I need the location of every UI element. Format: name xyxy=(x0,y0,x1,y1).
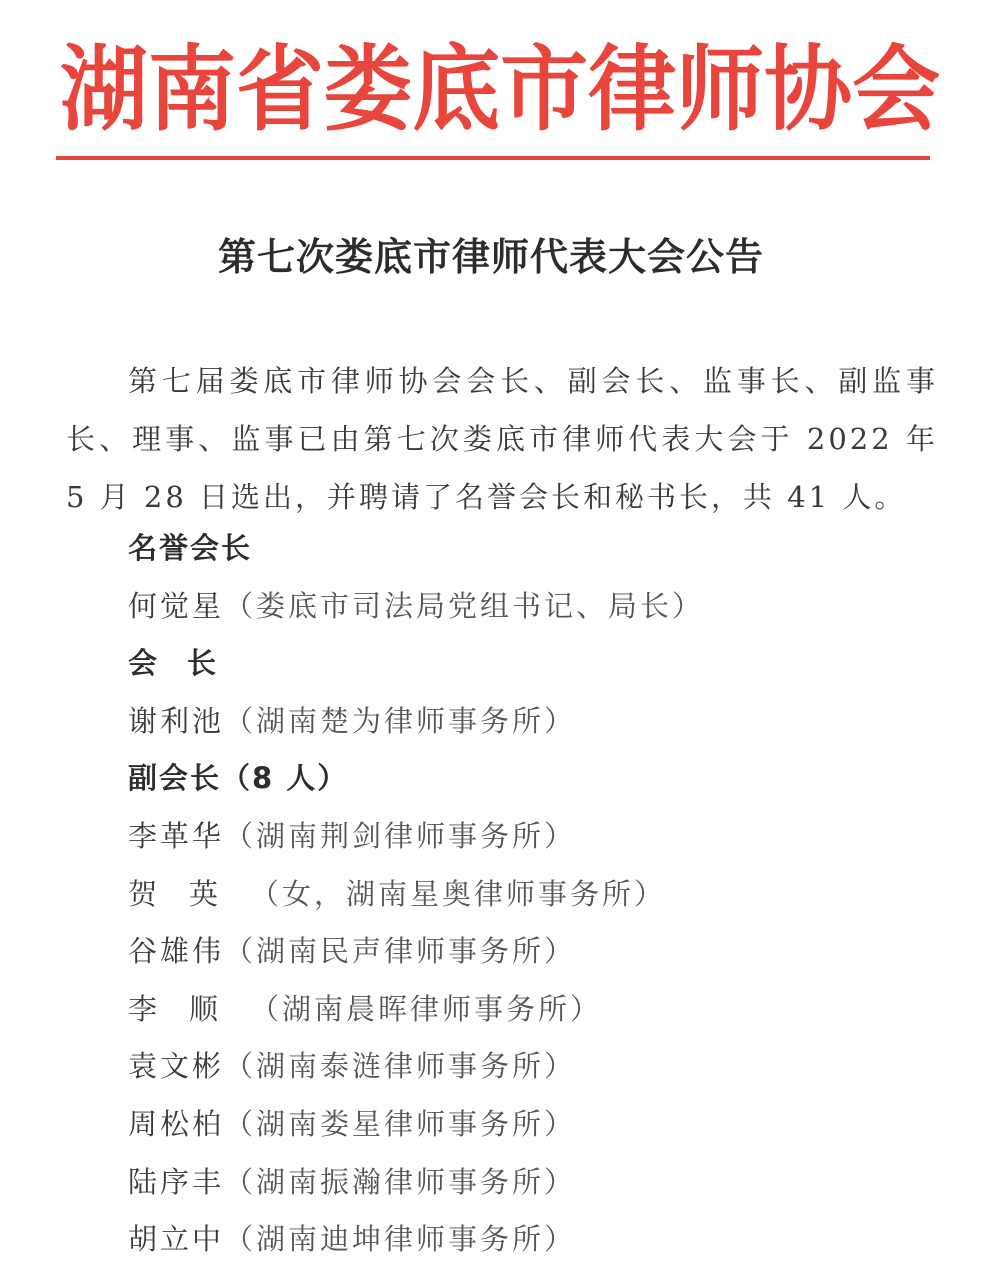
list-item xyxy=(128,1096,948,1154)
letterhead-char-2: 南 xyxy=(148,35,237,144)
letterhead-red-rule xyxy=(56,156,930,160)
member-name: 李革华 xyxy=(128,818,225,853)
letterhead-char-4: 娄 xyxy=(324,35,413,144)
list-item xyxy=(128,866,948,924)
president-heading-char-2: 长 xyxy=(187,646,219,681)
letterhead-char-10: 会 xyxy=(852,35,941,144)
member-detail: （女，湖南星奥律师事务所） xyxy=(250,876,667,911)
member-name: 何觉星 xyxy=(128,588,225,623)
letterhead-char-1: 湖 xyxy=(60,35,149,144)
member-name: 陆序丰 xyxy=(128,1164,225,1199)
list-item xyxy=(128,1038,948,1096)
honorary-president-heading: 名誉会长 xyxy=(128,531,253,565)
list-item xyxy=(128,981,948,1039)
member-name: 袁文彬 xyxy=(128,1049,225,1084)
letterhead-char-8: 师 xyxy=(676,35,765,144)
letterhead-char-6: 市 xyxy=(500,35,589,144)
member-detail: （湖南振瀚律师事务所） xyxy=(224,1164,577,1199)
vice-presidents-heading: 副会长（8 人） xyxy=(128,761,349,796)
member-detail: （娄底市司法局党组书记、局长） xyxy=(224,588,705,623)
list-item xyxy=(128,1154,948,1212)
member-detail: （湖南楚为律师事务所） xyxy=(224,703,577,738)
letterhead-char-9: 协 xyxy=(764,35,853,144)
list-item xyxy=(128,923,948,981)
document-title: 第七次娄底市律师代表大会公告 xyxy=(217,234,764,279)
president-heading-char-1: 会 xyxy=(128,646,188,681)
list-item xyxy=(128,808,948,866)
member-detail: （湖南晨晖律师事务所） xyxy=(250,991,603,1026)
officer-list xyxy=(128,520,948,1267)
member-detail: （湖南泰涟律师事务所） xyxy=(224,1049,577,1084)
announcement-intro-paragraph: 第七届娄底市律师协会会长、副会长、监事长、副监事长、理事、监事已由第七次娄底市律师代表大会于 2022 年 5 月 28 日选出，并聘请了名誉会长和秘书长，共 41 人。 xyxy=(66,364,938,514)
member-name: 谷雄伟 xyxy=(128,934,225,969)
president-heading xyxy=(128,635,948,693)
member-detail: （湖南民声律师事务所） xyxy=(224,934,577,969)
list-item xyxy=(128,693,948,751)
letterhead-org-name xyxy=(60,30,941,150)
member-detail: （湖南娄星律师事务所） xyxy=(224,1106,577,1141)
member-name: 胡立中 xyxy=(128,1222,225,1257)
member-name: 谢利池 xyxy=(128,703,225,738)
list-item xyxy=(128,578,948,636)
member-name: 周松柏 xyxy=(128,1106,225,1141)
letterhead-char-3: 省 xyxy=(236,35,325,144)
list-item xyxy=(128,1211,948,1267)
member-detail: （湖南荆剑律师事务所） xyxy=(224,818,577,853)
member-detail: （湖南迪坤律师事务所） xyxy=(224,1222,577,1257)
member-name: 贺英 xyxy=(128,876,251,911)
letterhead-char-5: 底 xyxy=(412,35,501,144)
letterhead-char-7: 律 xyxy=(588,35,677,144)
member-name: 李顺 xyxy=(128,991,251,1026)
